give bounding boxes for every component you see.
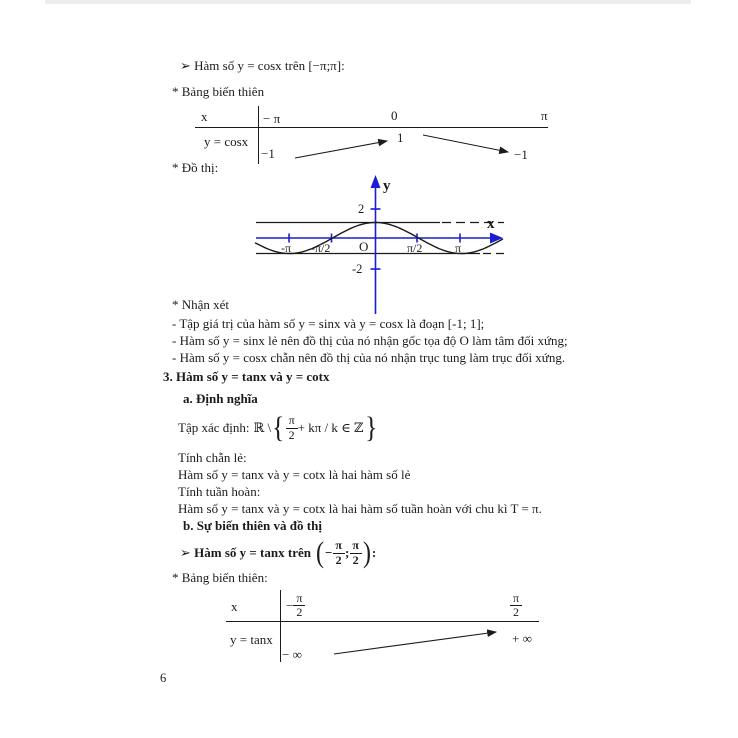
cos-heading: ➢ Hàm số y = cosx trên [−π;π]: — [180, 58, 345, 73]
cos-variation-table — [195, 103, 551, 167]
close-paren: ) — [362, 536, 371, 569]
section3-heading: 3. Hàm số y = tanx và y = cotx — [163, 369, 330, 384]
pi-over-2-fraction: $\frac{\pi}{2}$ — [286, 414, 298, 441]
cos-table-arrows — [195, 103, 551, 167]
x-tick-label: -π — [281, 241, 292, 255]
increase-arrow — [295, 141, 387, 158]
cos-table-x-value: π — [541, 108, 548, 123]
open-paren: ( — [315, 536, 324, 569]
tuan-hoan-text: Hàm số y = tanx và y = cotx là hai hàm số tuần hoàn với chu kì T = π. — [178, 501, 542, 516]
tan-table-right-limit: + ∞ — [512, 631, 532, 646]
increase-arrow — [334, 632, 496, 654]
note-line: - Tập giá trị của hàm số y = sinx và y = cosx là đoạn [-1; 1]; — [172, 316, 485, 331]
y-axis-arrow-icon — [371, 175, 381, 188]
cos-table-fn-label: y = cosx — [204, 134, 249, 149]
tanx-heading-prefix: ➢ Hàm số y = tanx trên — [180, 545, 311, 560]
pi-over-2-fraction: $\frac{\pi}{2}$ — [510, 592, 522, 619]
tanx-interval-heading — [180, 536, 376, 570]
pi-over-2-fraction: $\frac{\pi}{2}$ — [349, 539, 362, 566]
x-tick-label: π/2 — [407, 241, 423, 255]
cos-dothi-label: * Đồ thị: — [172, 160, 219, 175]
cos-graph — [250, 172, 518, 320]
cos-table-x-value: − π — [263, 111, 281, 126]
cos-table-x-value: 0 — [391, 108, 398, 123]
minus-sign: − — [324, 545, 333, 560]
colon: : — [371, 545, 377, 560]
decrease-arrow — [423, 135, 508, 152]
interval-separator: ; — [344, 545, 350, 560]
chan-le-label: Tính chẵn lẻ: — [178, 450, 247, 465]
y-tick-label: 2 — [358, 202, 365, 216]
minus-sign: − — [286, 597, 294, 613]
x-tick-label: -π/2 — [311, 241, 331, 255]
y-tick-label: -2 — [352, 262, 363, 276]
y-axis-label: y — [383, 178, 391, 194]
tuan-hoan-label: Tính tuần hoàn: — [178, 484, 261, 499]
origin-label: O — [359, 239, 369, 254]
tap-xac-dinh-formula — [178, 409, 378, 447]
chan-le-text: Hàm số y = tanx và y = cotx là hai hàm số lẻ — [178, 467, 411, 482]
page-top-edge — [45, 0, 691, 4]
dinh-nghia-heading: a. Định nghĩa — [183, 391, 258, 406]
note-line: - Hàm số y = cosx chẵn nên đồ thị của nó nhận trục tung làm trục đối xứng. — [172, 350, 566, 365]
cos-table-value-mid: 1 — [397, 130, 404, 145]
open-brace: { — [272, 411, 285, 444]
nhanxet-label: * Nhận xét — [172, 297, 230, 312]
pi-over-2-fraction: $\frac{\pi}{2}$ — [332, 539, 345, 566]
close-brace: } — [364, 411, 377, 444]
cos-bbt-label: * Bảng biến thiên — [172, 84, 265, 99]
tan-table-left-limit: − ∞ — [282, 647, 302, 662]
page-number: 6 — [160, 671, 167, 685]
cos-table-x-label: x — [201, 109, 208, 124]
pi-over-2-fraction: $\frac{\pi}{2}$ — [293, 592, 305, 619]
x-axis-label: x — [487, 216, 495, 232]
sbt-heading: b. Sự biến thiên và đồ thị — [183, 518, 322, 533]
tan-table-x-label: x — [231, 599, 238, 614]
tan-table-arrow — [226, 590, 556, 668]
tan-table-fn-label: y = tanx — [230, 632, 273, 647]
x-tick-label: π — [455, 241, 462, 255]
txd-tail: + kπ / k ∈ ℤ — [297, 420, 364, 435]
txd-label: Tập xác định: — [178, 420, 250, 435]
cos-table-value-right: −1 — [514, 147, 528, 162]
cos-table-value-left: −1 — [261, 146, 275, 161]
note-line: - Hàm số y = sinx lẻ nên đồ thị của nó nhận gốc tọa độ O làm tâm đối xứng; — [172, 333, 568, 348]
tan-variation-table — [226, 590, 556, 668]
txd-set-prefix: ℝ \ — [253, 420, 272, 435]
tan-bbt-label: * Bảng biến thiên: — [172, 570, 268, 585]
